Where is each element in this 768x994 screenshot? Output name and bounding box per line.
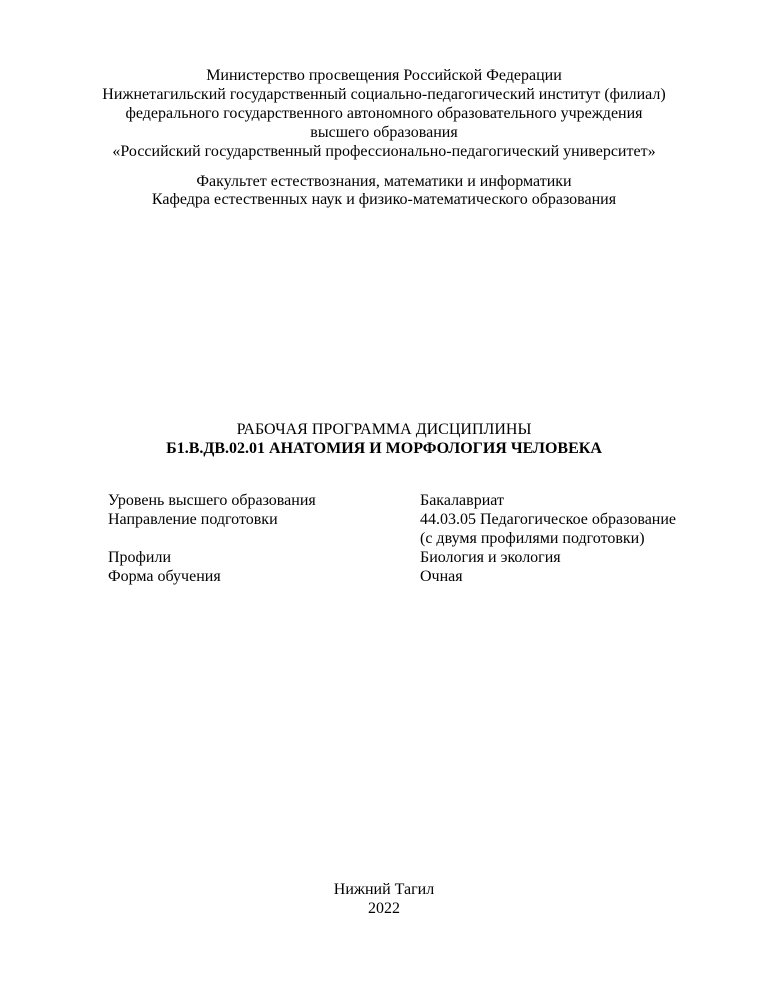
info-row-level xyxy=(108,491,728,510)
institute-line: Нижнетагильский государственный социально-педагогический институт (филиал) xyxy=(102,86,666,103)
document-type: РАБОЧАЯ ПРОГРАММА ДИСЦИПЛИНЫ xyxy=(236,421,532,438)
city-name: Нижний Тагил xyxy=(333,881,435,898)
university-line: «Российский государственный профессионально-педагогический университет» xyxy=(112,143,656,160)
form-label: Форма обучения xyxy=(108,568,221,585)
department-name: Кафедра естественных наук и физико-математического образования xyxy=(151,191,617,208)
institution-header xyxy=(0,66,768,161)
ministry-line: Министерство просвещения Российской Федерации xyxy=(206,67,562,84)
info-row-direction xyxy=(108,510,728,548)
level-label: Уровень высшего образования xyxy=(108,492,316,509)
profiles-value: Биология и экология xyxy=(420,549,561,566)
document-title xyxy=(0,420,768,458)
education-level-line: высшего образования xyxy=(310,124,458,141)
profiles-label: Профили xyxy=(108,549,172,566)
level-value: Бакалавриат xyxy=(420,492,504,509)
info-row-profiles xyxy=(108,548,728,567)
form-value: Очная xyxy=(420,568,463,585)
discipline-name: Б1.В.ДВ.02.01 АНАТОМИЯ И МОРФОЛОГИЯ ЧЕЛОВЕКА xyxy=(166,440,602,457)
info-row-form xyxy=(108,567,728,586)
direction-value: 44.03.05 Педагогическое образование (с двумя профилями подготовки) xyxy=(420,511,677,547)
faculty-block xyxy=(0,173,768,209)
institution-type-line: федерального государственного автономного образовательного учреждения xyxy=(125,105,643,122)
program-info xyxy=(108,491,728,586)
direction-label: Направление подготовки xyxy=(108,511,278,528)
place-and-year xyxy=(0,880,768,918)
faculty-name: Факультет естествознания, математики и информатики xyxy=(196,173,572,190)
year: 2022 xyxy=(368,900,400,917)
